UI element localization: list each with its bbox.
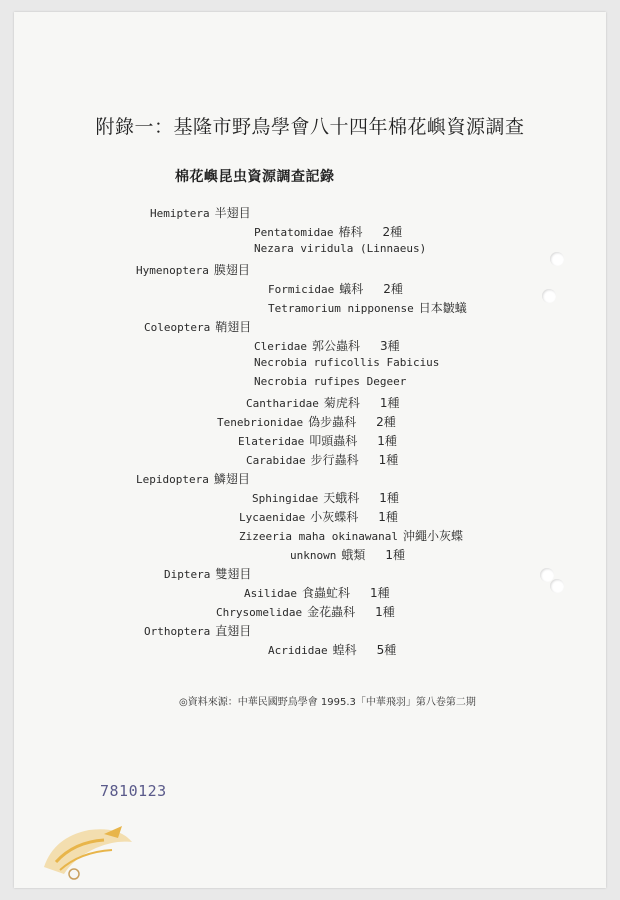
taxon-entry [254, 375, 406, 388]
taxon-chinese-name: 蝗科 [332, 643, 357, 657]
taxon-entry [239, 508, 398, 525]
taxon-chinese-name: 蛾類 [341, 548, 366, 562]
taxon-entry [150, 204, 251, 221]
taxon-latin-name: Lycaenidae [239, 511, 306, 524]
taxon-latin-name: Hymenoptera [136, 264, 209, 277]
taxon-latin-name: Lepidoptera [136, 473, 209, 486]
species-count: 1種 [378, 510, 398, 524]
species-count: 5種 [376, 643, 397, 657]
taxon-entry [136, 470, 250, 487]
taxon-entry [216, 603, 395, 620]
species-count: 1種 [379, 396, 400, 410]
taxon-entry [254, 337, 400, 354]
source-note: ◎資料來源：中華民國野鳥學會 1995.3「中華飛羽」第八卷第二期 [179, 697, 476, 708]
taxon-entry [244, 584, 390, 601]
taxon-entry [164, 565, 251, 582]
taxon-latin-name: Tetramorium nipponense [268, 302, 414, 315]
punch-hole [550, 579, 564, 593]
taxon-entry [268, 299, 467, 316]
taxon-entry [268, 641, 396, 658]
taxon-latin-name: Sphingidae [252, 492, 319, 505]
taxon-latin-name: Carabidae [246, 454, 306, 467]
taxon-entry [268, 280, 403, 297]
taxon-latin-name: unknown [290, 549, 337, 562]
species-count: 2種 [383, 282, 403, 296]
taxon-latin-name: Necrobia rufipes Degeer [254, 375, 407, 388]
document-page [14, 12, 606, 888]
taxon-latin-name: Diptera [164, 568, 211, 581]
species-count: 1種 [375, 605, 395, 619]
taxon-chinese-name: 雙翅目 [215, 567, 252, 581]
taxon-chinese-name: 步行蟲科 [310, 453, 359, 467]
taxon-chinese-name: 直翅目 [215, 624, 252, 638]
taxon-entry [217, 413, 396, 430]
taxon-chinese-name: 食蟲虻科 [301, 586, 350, 600]
taxon-chinese-name: 蟻科 [339, 282, 364, 296]
taxon-entry [290, 546, 405, 563]
taxon-latin-name: Nezara viridula (Linnaeus) [254, 242, 427, 255]
taxon-latin-name: Chrysomelidae [216, 606, 303, 619]
document-title: 附錄一：基隆市野鳥學會八十四年棉花嶼資源調查 [95, 116, 525, 138]
taxon-latin-name: Necrobia ruficollis Fabicius [254, 356, 440, 369]
taxon-latin-name: Acrididae [268, 644, 328, 657]
taxon-entry [144, 622, 251, 639]
taxon-entry [254, 356, 439, 369]
taxon-chinese-name: 菊虎科 [323, 396, 360, 410]
taxon-chinese-name: 椿科 [338, 225, 363, 239]
taxon-entry [254, 223, 402, 240]
taxon-entry [254, 242, 426, 255]
taxon-latin-name: Formicidae [268, 283, 335, 296]
taxon-latin-name: Cleridae [254, 340, 307, 353]
taxon-chinese-name: 金花蟲科 [307, 605, 356, 619]
taxon-latin-name: Orthoptera [144, 625, 211, 638]
taxon-chinese-name: 沖繩小灰蝶 [402, 529, 463, 543]
taxon-chinese-name: 小灰蝶科 [310, 510, 359, 524]
taxon-chinese-name: 半翅目 [214, 206, 251, 220]
taxon-latin-name: Zizeeria maha okinawanal [239, 530, 398, 543]
taxon-chinese-name: 郭公蟲科 [311, 339, 360, 353]
species-count: 2種 [376, 415, 396, 429]
taxon-entry [239, 527, 463, 544]
taxon-entry [238, 432, 397, 449]
species-count: 2種 [382, 225, 403, 239]
taxon-entry [246, 394, 400, 411]
taxon-latin-name: Asilidae [244, 587, 297, 600]
taxon-latin-name: Tenebrionidae [217, 416, 304, 429]
taxon-latin-name: Elateridae [238, 435, 305, 448]
taxon-chinese-name: 膜翅目 [213, 263, 250, 277]
taxon-chinese-name: 偽步蟲科 [308, 415, 357, 429]
taxon-chinese-name: 天蛾科 [323, 491, 360, 505]
species-count: 1種 [377, 434, 397, 448]
taxon-latin-name: Pentatomidae [254, 226, 334, 239]
taxon-entry [144, 318, 251, 335]
taxon-chinese-name: 鞘翅目 [215, 320, 252, 334]
catalog-stamp: 7810123 [100, 782, 167, 800]
taxon-entry [252, 489, 399, 506]
taxon-entry [136, 261, 250, 278]
species-count: 1種 [370, 586, 390, 600]
taxon-latin-name: Cantharidae [246, 397, 319, 410]
document-subtitle: 棉花嶼昆虫資源調查記錄 [175, 169, 335, 185]
taxon-chinese-name: 鱗翅目 [213, 472, 250, 486]
species-count: 1種 [385, 548, 406, 562]
taxon-chinese-name: 日本皺蟻 [418, 301, 467, 315]
punch-hole [542, 289, 556, 303]
taxon-entry [246, 451, 398, 468]
taxon-latin-name: Coleoptera [144, 321, 211, 334]
species-count: 1種 [378, 453, 399, 467]
library-logo-icon [34, 812, 144, 892]
punch-hole [550, 252, 564, 266]
species-count: 3種 [380, 339, 400, 353]
species-count: 1種 [379, 491, 399, 505]
taxon-chinese-name: 叩頭蟲科 [309, 434, 358, 448]
taxon-latin-name: Hemiptera [150, 207, 210, 220]
